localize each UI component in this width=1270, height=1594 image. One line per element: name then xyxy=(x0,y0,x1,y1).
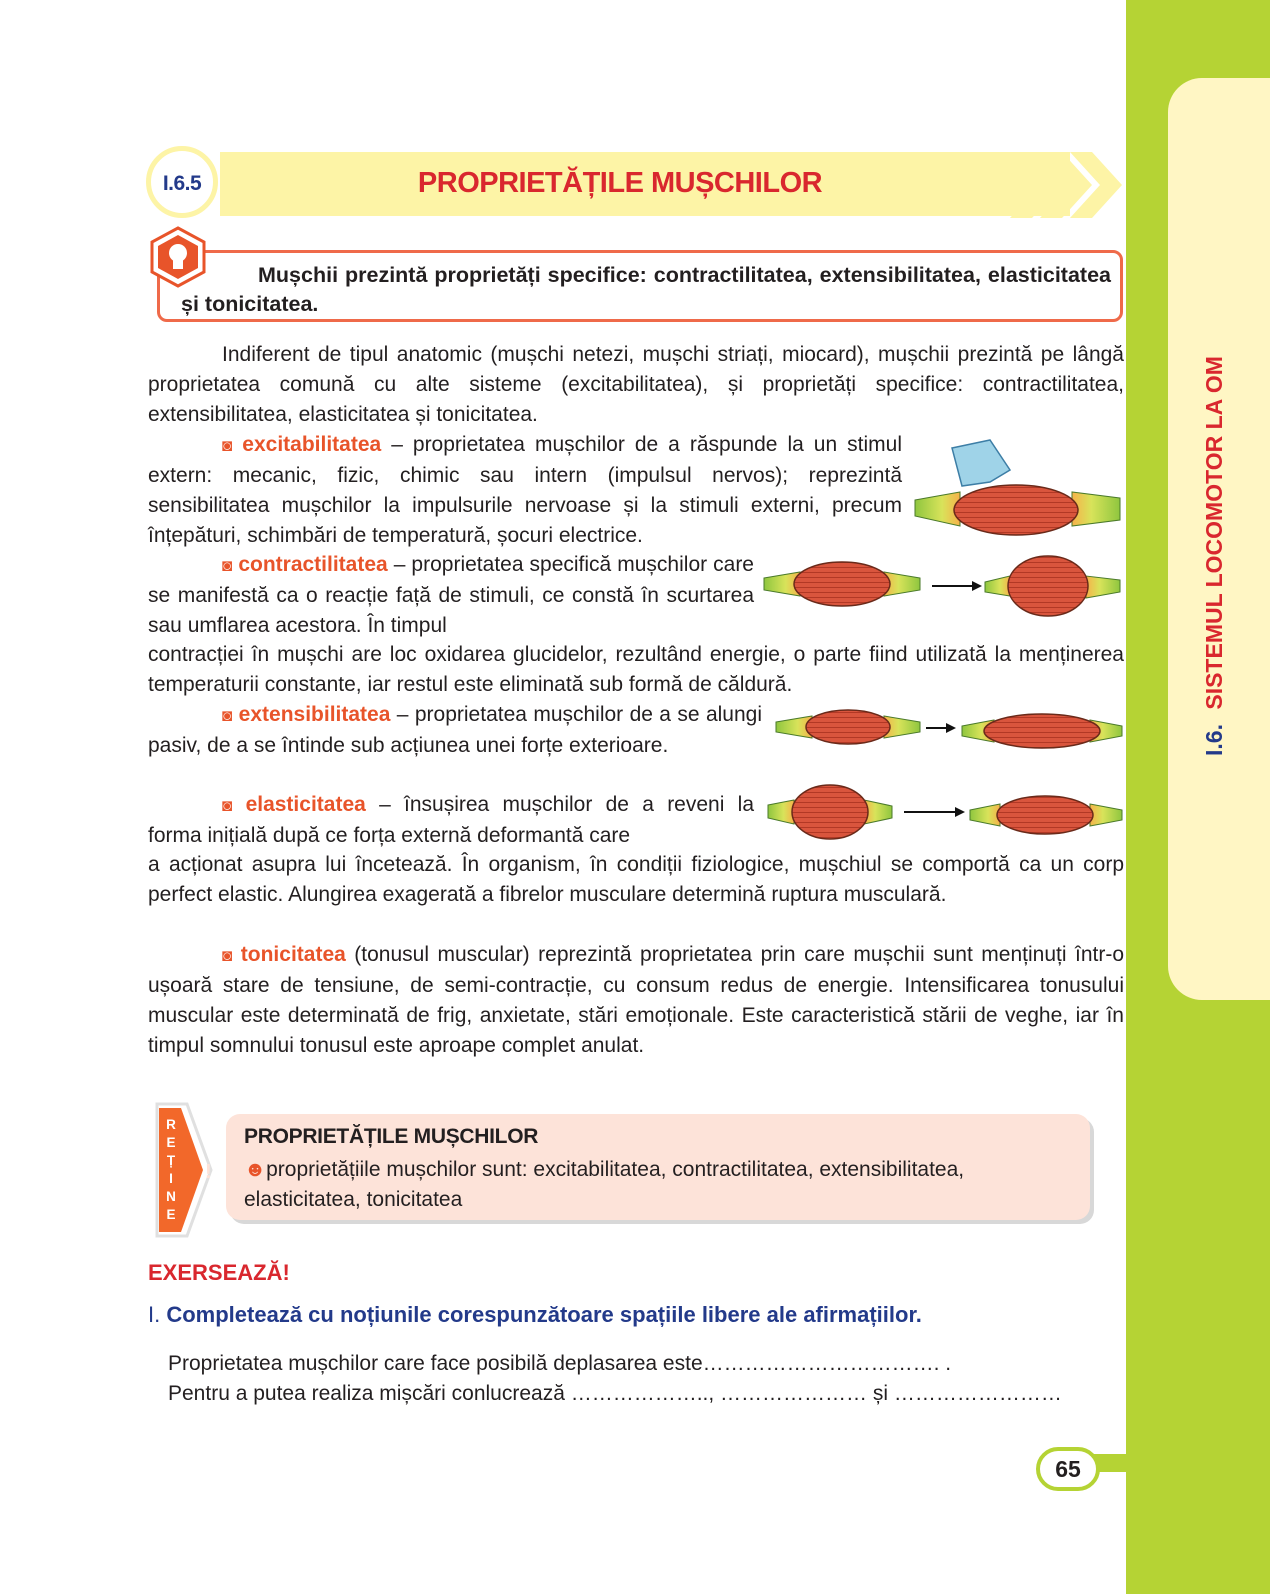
remember-letter: R xyxy=(166,1117,176,1132)
excitability-muscle-figure xyxy=(915,440,1120,535)
summary-title: PROPRIETĂȚILE MUȘCHILOR xyxy=(244,1125,539,1148)
remember-letter: I xyxy=(169,1171,173,1186)
contractility-definition: – proprietatea specifică mușchilor care se manifestă ca o reacție față de stimuli, ce constă în scurtarea sau umflarea acestora. În timpul xyxy=(148,553,754,637)
exercise-instruction-text: Completează cu noțiunile corespunzătoare spațiile libere ale afirmațiilor. xyxy=(166,1302,922,1327)
term-tonicity: tonicitatea xyxy=(240,943,346,966)
extensibility-definition: – proprietatea mușchilor de a se alungi pasiv, de a se întinde sub acțiunea unei forțe exterioare. xyxy=(148,703,762,757)
exercise-sentence-1: Proprietatea mușchilor care face posibilă deplasarea este……………………………. . xyxy=(168,1352,952,1375)
remember-letter: Ț xyxy=(166,1153,176,1168)
exclamation-icon: ! xyxy=(205,1161,212,1183)
contractility-continuation: contracției în mușchi are loc oxidarea glucidelor, rezultând energie, o parte fiind utilizată la menținerea temperaturii constante, iar restul este eliminată sub formă de căldură. xyxy=(148,643,1124,696)
remember-letter: N xyxy=(166,1189,176,1204)
term-extensibility: extensibilitatea xyxy=(238,703,391,726)
intro-paragraph: Indiferent de tipul anatomic (mușchi netezi, mușchi striați, miocard), mușchii prezintă pe lângă proprietatea comună cu alte sisteme (excitabilitatea), și proprietăți specifice: contractilitatea, extensibilitatea, elasticitatea și tonicitatea. xyxy=(148,343,1124,426)
remember-label xyxy=(161,1116,181,1224)
smiley-icon: ☻ xyxy=(244,1158,267,1181)
term-elasticity: elasticitatea xyxy=(245,793,366,816)
bullet-icon: ◙ xyxy=(222,556,233,575)
term-contractility: contractilitatea xyxy=(238,553,388,576)
remember-tab xyxy=(153,1096,223,1244)
bullet-icon: ◙ xyxy=(222,706,233,725)
summary-body: proprietățiile mușchilor sunt: excitabilitatea, contractilitatea, extensibilitatea, elasticitatea, tonicitatea xyxy=(244,1158,965,1211)
contractility-muscle-figure xyxy=(764,556,1120,616)
remember-letter: E xyxy=(166,1135,176,1150)
elasticity-continuation: a acționat asupra lui încetează. În organism, în condiții fiziologice, mușchiul se comportă ca un corp perfect elastic. Alungirea exagerată a fibrelor musculare determină ruptura musculară. xyxy=(148,853,1124,906)
chapter-number: I.6. xyxy=(1201,724,1227,756)
excitability-definition: – proprietatea mușchilor de a răspunde la un stimul extern: mecanic, fizic, chimic sau intern (impulsul nervos); reprezintă sensibilitatea mușchilor la impulsurile nervoase și la stimuli externi, precum înțepături, schimbări de temperatură, șocuri electrice. xyxy=(148,433,902,547)
page-title: PROPRIETĂȚILE MUȘCHILOR xyxy=(417,167,823,199)
exercise-number: I. xyxy=(148,1302,161,1327)
bullet-icon: ◙ xyxy=(222,796,233,815)
remember-letter: E xyxy=(166,1207,176,1222)
bullet-icon: ◙ xyxy=(222,436,233,455)
term-excitability: excitabilitatea xyxy=(242,433,382,456)
page-number: 65 xyxy=(1055,1456,1081,1482)
elasticity-muscle-figure xyxy=(768,785,1122,839)
exercise-instruction xyxy=(148,1302,922,1328)
tonicity-definition: (tonusul muscular) reprezintă proprietatea prin care mușchii sunt menținuți într-o ușoară stare de tensiune, de semi-contracție, cu consum redus de energie. Intensificarea tonusului muscular este determinată de frig, anxietate, stări emoționale. Este caracteristică stării de veghe, iar în timpul somnului tonusul este aproape complet anulat. xyxy=(148,943,1124,1057)
bullet-icon: ◙ xyxy=(222,946,233,965)
key-idea-text: Mușchii prezintă proprietăți specifice: contractilitatea, extensibilitatea, elasticitatea și tonicitatea. xyxy=(181,263,1111,316)
exercise-heading: EXERSEAZĂ! xyxy=(148,1260,290,1285)
extensibility-muscle-figure xyxy=(776,710,1122,748)
exercise-sentence-2: Pentru a putea realiza mișcări conlucrează ……………….., ………………… și …………………… xyxy=(168,1382,1062,1405)
section-number: I.6.5 xyxy=(162,172,202,195)
summary-text xyxy=(244,1155,1084,1215)
chapter-title: SISTEMUL LOCOMOTOR LA OM xyxy=(1201,356,1227,710)
elasticity-definition: – însușirea mușchilor de a reveni la forma inițială după ce forța externă deformantă care xyxy=(148,793,754,847)
